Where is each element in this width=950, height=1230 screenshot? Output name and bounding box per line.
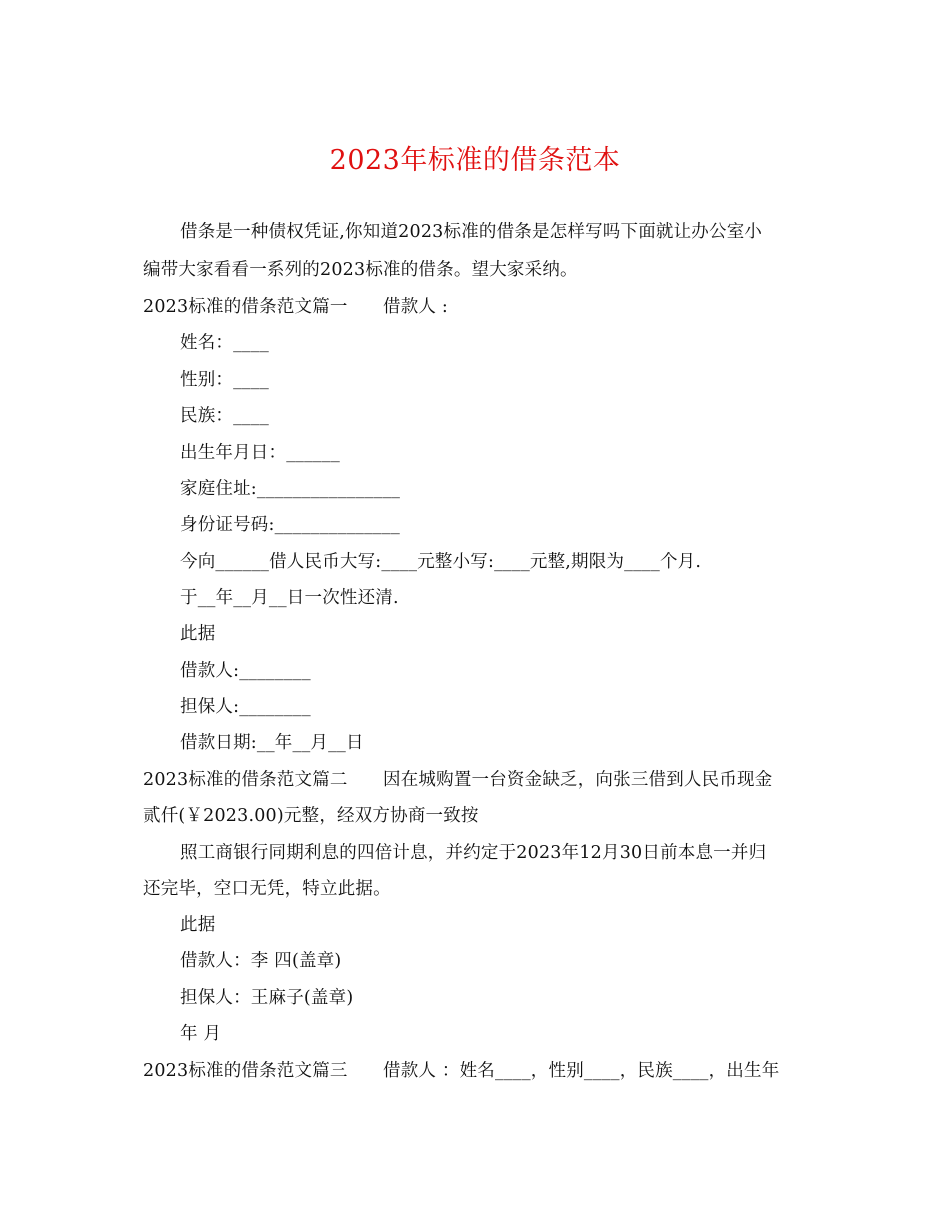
section-2-line-3: 照工商银行同期利息的四倍计息，并约定于2023年12月30日前本息一并归 bbox=[180, 843, 767, 863]
field-id-number: 身份证号码:______________ bbox=[180, 515, 400, 535]
section-2-line-4: 还完毕，空口无凭，特立此据。 bbox=[143, 879, 391, 899]
field-ethnicity: 民族：____ bbox=[180, 406, 269, 426]
field-name: 姓名：____ bbox=[180, 333, 269, 353]
intro-line-2: 编带大家看看一系列的2023标准的借条。望大家采纳。 bbox=[143, 260, 578, 280]
section-heading-3: 2023标准的借条范文篇三 借款人 ：姓名____，性别____，民族____，出生年 bbox=[143, 1061, 780, 1081]
section-2-line-2: 贰仟(￥2023.00)元整，经双方协商一致按 bbox=[143, 806, 479, 826]
loan-date-line: 借款日期:__年__月__日 bbox=[180, 733, 364, 753]
date-line-2: 年 月 bbox=[180, 1024, 222, 1044]
section-heading-1: 2023标准的借条范文篇一 借款人 : bbox=[143, 297, 448, 317]
field-birthdate: 出生年月日：______ bbox=[180, 443, 340, 463]
guarantor-signature-2: 担保人：王麻子(盖章) bbox=[180, 988, 354, 1008]
guarantor-signature-1: 担保人:________ bbox=[180, 697, 311, 717]
ci-ju-2: 此据 bbox=[180, 915, 216, 935]
field-address: 家庭住址:________________ bbox=[180, 479, 401, 499]
field-gender: 性别：____ bbox=[180, 370, 269, 390]
ci-ju-1: 此据 bbox=[180, 624, 216, 644]
section-heading-2: 2023标准的借条范文篇二 因在城购置一台资金缺乏，向张三借到人民币现金 bbox=[143, 770, 773, 790]
borrower-signature-2: 借款人：李 四(盖章) bbox=[180, 951, 342, 971]
intro-line-1: 借条是一种债权凭证,你知道2023标准的借条是怎样写吗下面就让办公室小 bbox=[180, 222, 763, 242]
repay-date-line: 于__年__月__日一次性还清. bbox=[180, 588, 399, 608]
document-title: 2023年标准的借条范本 bbox=[329, 145, 621, 176]
borrower-signature-1: 借款人:________ bbox=[180, 661, 311, 681]
loan-amount-line: 今向______借人民币大写:____元整小写:____元整,期限为____个月. bbox=[180, 552, 702, 572]
